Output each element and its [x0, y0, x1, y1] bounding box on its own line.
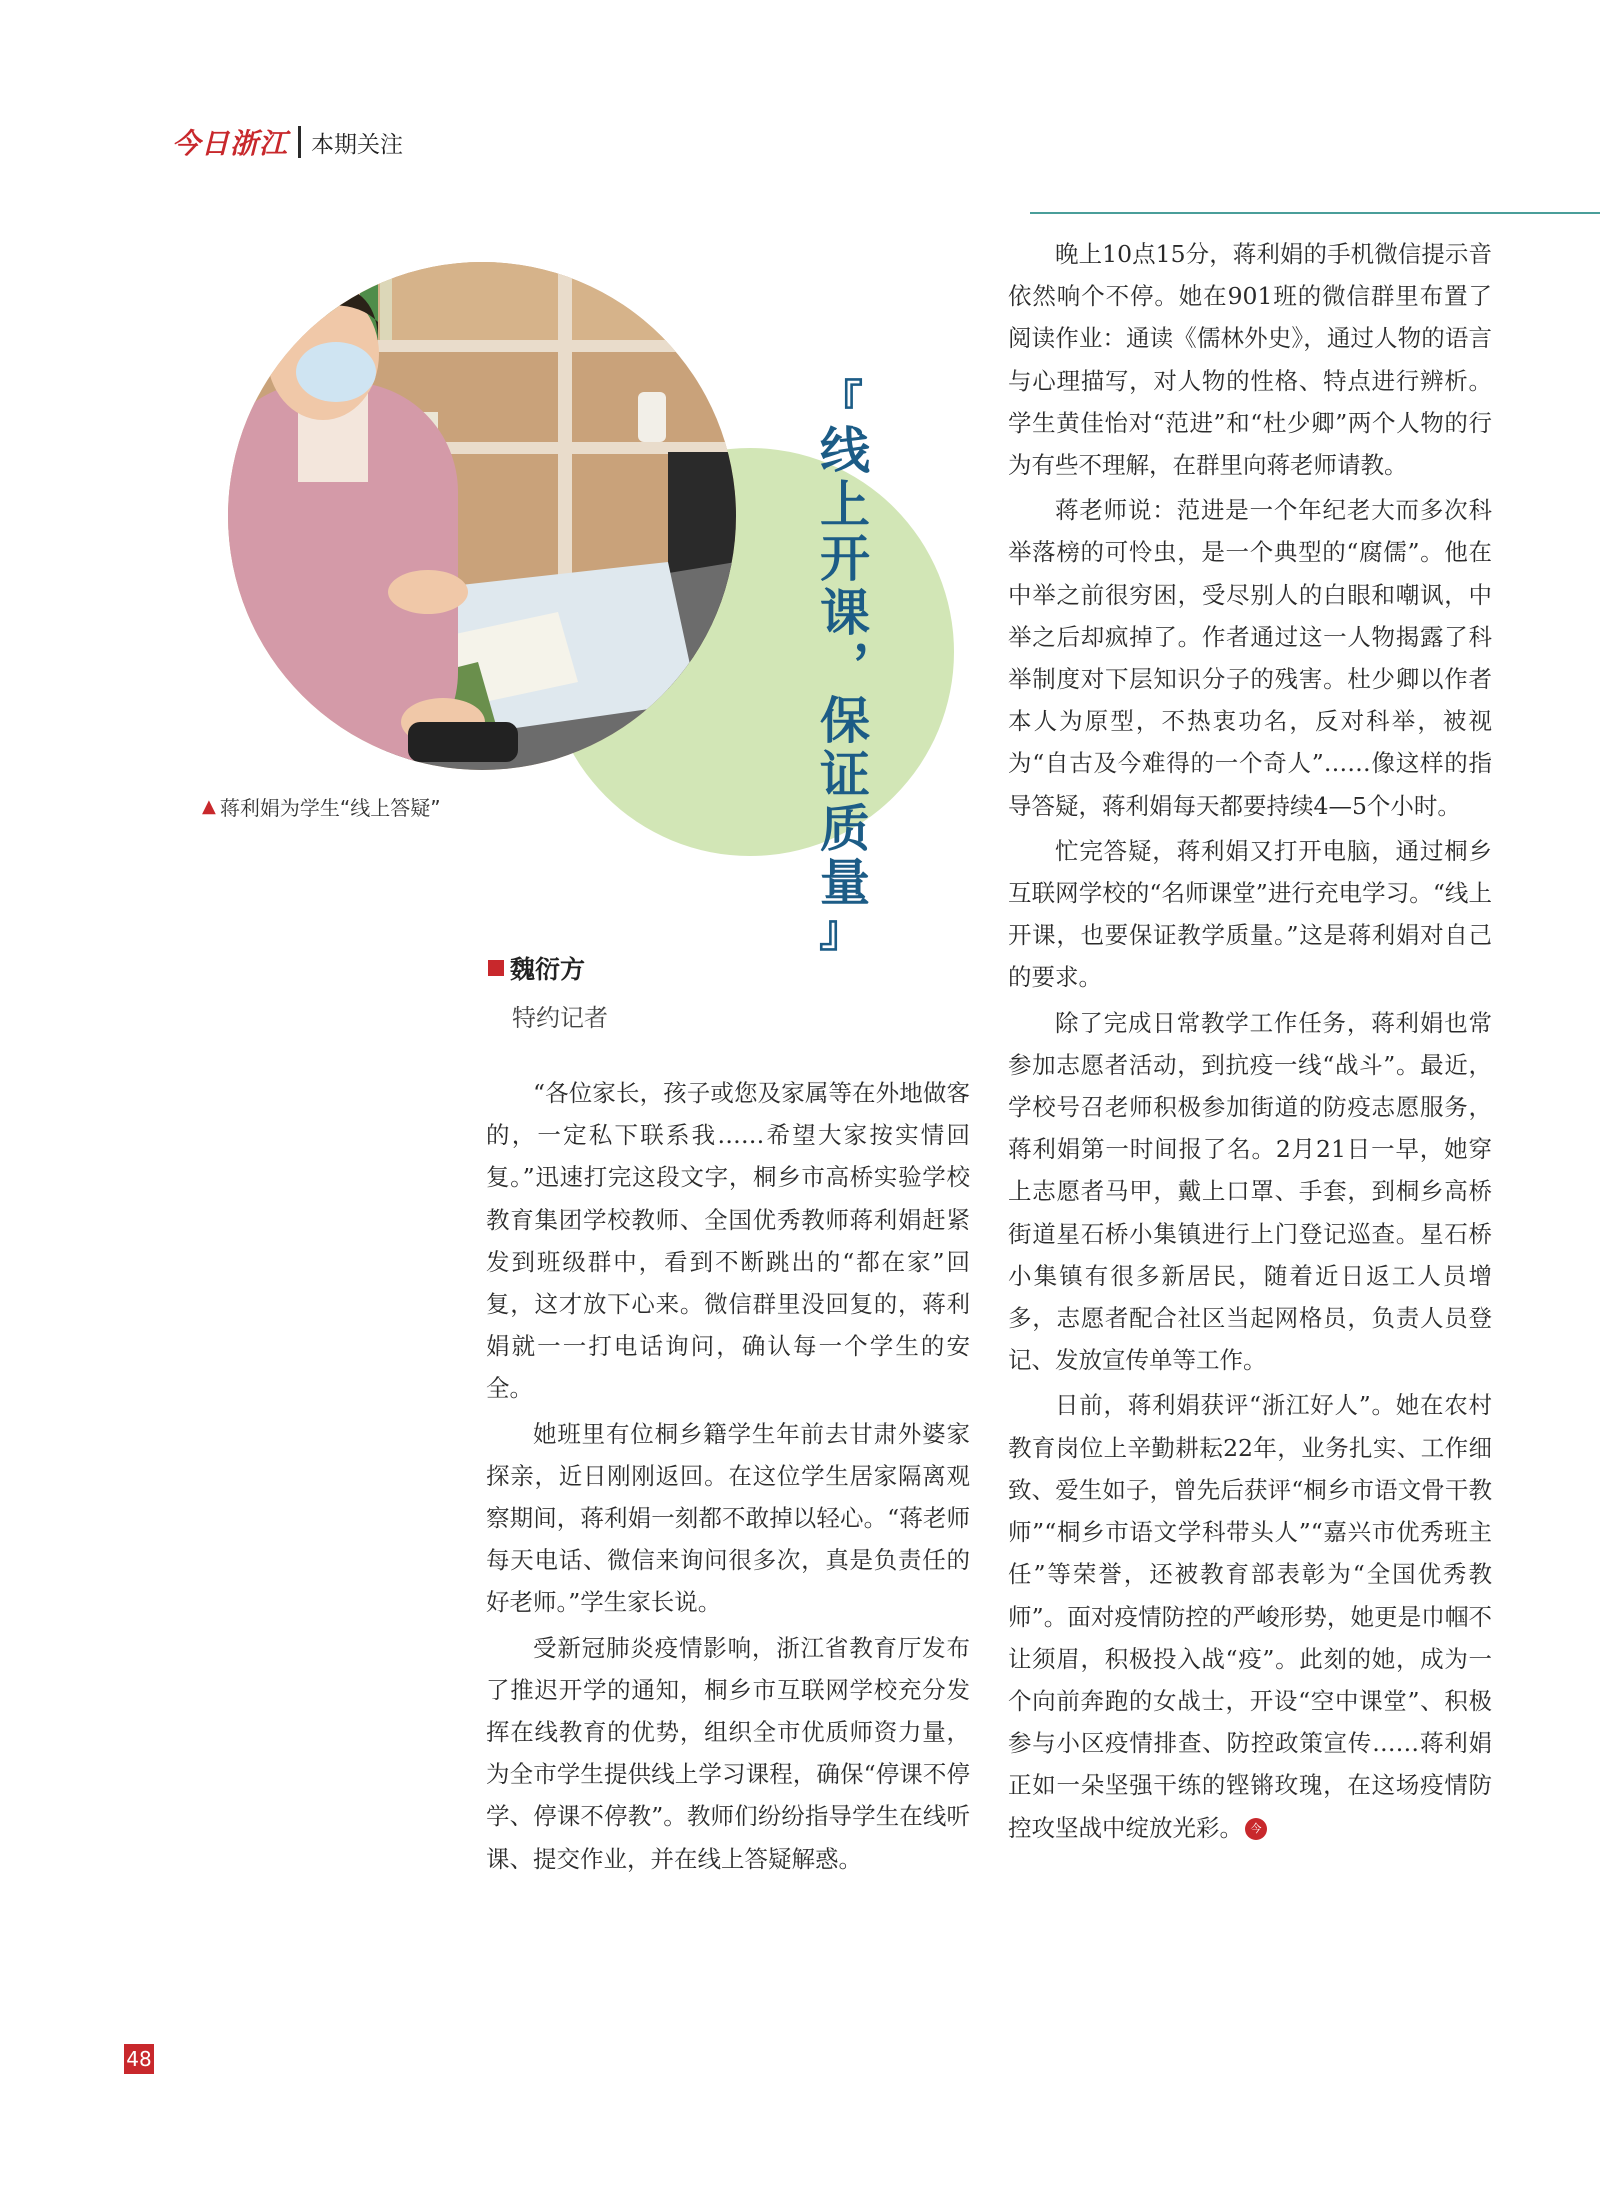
paragraph: 除了完成日常教学工作任务，蒋利娟也常参加志愿者活动，到抗疫一线“战斗”。最近，学校号召老师积极参加街道的防疫志愿服务，蒋利娟第一时间报了名。2月21日一早，她穿上志愿者马甲，戴上口罩、手套，到桐乡高桥街道星石桥小集镇进行上门登记巡查。星石桥小集镇有很多新居民，随着近日返工人员增多，志愿者配合社区当起网格员，负责人员登记、发放宣传单等工作。	[1008, 1008, 1492, 1375]
headline	[806, 376, 876, 957]
paragraph: 她班里有位桐乡籍学生年前去甘肃外婆家探亲，近日刚刚返回。在这位学生居家隔离观察期间，蒋利娟一刻都不敢掉以轻心。“蒋老师每天电话、微信来询问很多次，真是负责任的好老师。”学生家长说。	[486, 1419, 970, 1617]
photo-illustration	[228, 262, 736, 770]
author-role: 特约记者	[512, 1004, 608, 1032]
photo-teacher	[228, 262, 736, 770]
paragraph: 晚上10点15分，蒋利娟的手机微信提示音依然响个不停。她在901班的微信群里布置了阅读作业：通读《儒林外史》，通过人物的语言与心理描写，对人物的性格、特点进行辨析。学生黄佳怡对“范进”和“杜少卿”两个人物的行为有些不理解，在群里向蒋老师请教。	[1008, 240, 1492, 480]
byline-square-icon	[488, 960, 504, 976]
headline-text: 线上开课，保证质量	[812, 424, 871, 910]
top-rule	[1030, 212, 1600, 214]
paragraph: “各位家长，孩子或您及家属等在外地做客的，一定私下联系我……希望大家按实情回复。”迅速打完这段文字，桐乡市高桥实验学校教育集团学校教师、全国优秀教师蒋利娟赶紧发到班级群中，看到不断跳出的“都在家”回复，这才放下心来。微信群里没回复的，蒋利娟就一一打电话询问，确认每一个学生的安全。	[486, 1079, 970, 1403]
header-divider	[298, 126, 301, 158]
headline-close-bracket: 』	[819, 906, 863, 957]
author-name: 魏衍方	[510, 955, 586, 984]
paragraph-text: 日前，蒋利娟获评“浙江好人”。她在农村教育岗位上辛勤耕耘22年，业务扎实、工作细致、爱生如子，曾先后获评“桐乡市语文骨干教师”“桐乡市语文学科带头人”“嘉兴市优秀班主任”等荣誉，还被教育部表彰为“全国优秀教师”。面对疫情防控的严峻形势，她更是巾帼不让须眉，积极投入战“疫”。此刻的她，成为一个向前奔跑的女战士，开设“空中课堂”、积极参与小区疫情排查、防控政策宣传……蒋利娟正如一朵坚强干练的铿锵玫瑰，在这场疫情防控攻坚战中绽放光彩。	[1008, 1391, 1492, 1842]
magazine-logo: 今日浙江	[172, 127, 289, 160]
page-number: 48	[124, 2044, 154, 2074]
magazine-header	[172, 122, 403, 162]
caption-text: 蒋利娟为学生“线上答疑”	[219, 796, 441, 820]
caption-marker-icon: ▲	[202, 796, 216, 817]
headline-open-bracket: 『	[819, 376, 863, 427]
paragraph: 蒋老师说：范进是一个年纪老大而多次科举落榜的可怜虫，是一个典型的“腐儒”。他在中举之前很穷困，受尽别人的白眼和嘲讽，中举之后却疯掉了。作者通过这一人物揭露了科举制度对下层知识分子的残害。杜少卿以作者本人为原型，不热衷功名，反对科举，被视为“自古及今难得的一个奇人”……像这样的指导答疑，蒋利娟每天都要持续4—5个小时。	[1008, 496, 1492, 820]
paragraph: 忙完答疑，蒋利娟又打开电脑，通过桐乡互联网学校的“名师课堂”进行充电学习。“线上开课，也要保证教学质量。”这是蒋利娟对自己的要求。	[1008, 836, 1492, 992]
section-title: 本期关注	[311, 131, 404, 158]
byline	[488, 950, 608, 1033]
article-column-right	[1008, 233, 1492, 1852]
end-mark-icon: 今	[1245, 1818, 1267, 1840]
photo-caption	[202, 792, 441, 821]
paragraph: 受新冠肺炎疫情影响，浙江省教育厅发布了推迟开学的通知，桐乡市互联网学校充分发挥在线教育的优势，组织全市优质师资力量，为全市学生提供线上学习课程，确保“停课不停学、停课不停教”。教师们纷纷指导学生在线听课、提交作业，并在线上答疑解惑。	[486, 1633, 970, 1873]
paragraph	[1008, 1384, 1492, 1848]
article-column-left	[486, 1072, 970, 1883]
